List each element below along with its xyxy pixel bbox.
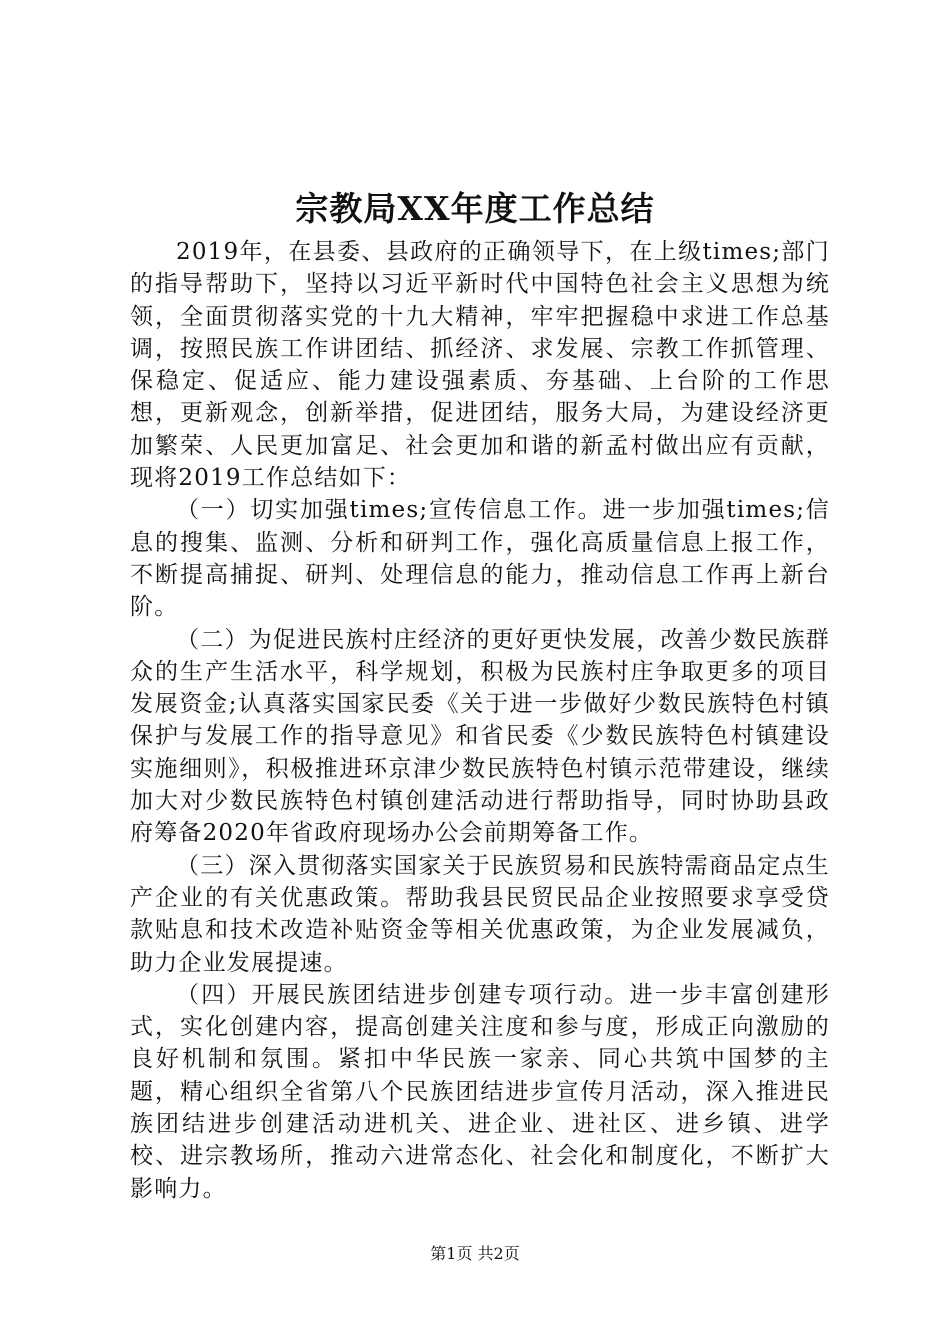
document-title: 宗教局XX年度工作总结	[295, 189, 655, 228]
paragraph-section-1: （一）切实加强times;宣传信息工作。进一步加强times;信息的搜集、监测、分析和研判工作，强化高质量信息上报工作，不断提高捕捉、研判、处理信息的能力，推动信息工作再上新台阶。	[130, 497, 830, 621]
document-body	[130, 236, 830, 1205]
paragraph-section-2: （二）为促进民族村庄经济的更好更快发展，改善少数民族群众的生产生活水平，科学规划，积极为民族村庄争取更多的项目发展资金;认真落实国家民委《关于进一步做好少数民族特色村镇保护与发展工作的指导意见》和省民委《少数民族特色村镇建设实施细则》，积极推进环京津少数民族特色村镇示范带建设，继续加大对少数民族特色村镇创建活动进行帮助指导，同时协助县政府筹备2020年省政府现场办公会前期筹备工作。	[130, 626, 830, 847]
paragraph-section-4: （四）开展民族团结进步创建专项行动。进一步丰富创建形式，实化创建内容，提高创建关注度和参与度，形成正向激励的良好机制和氛围。紧扣中华民族一家亲、同心共筑中国梦的主题，精心组织全省第八个民族团结进步宣传月活动，深入推进民族团结进步创建活动进机关、进企业、进社区、进乡镇、进学校、进宗教场所，推动六进常态化、社会化和制度化，不断扩大影响力。	[130, 981, 830, 1202]
page-number-footer: 第1页 共2页	[430, 1244, 520, 1263]
paragraph-intro: 2019年，在县委、县政府的正确领导下，在上级times;部门的指导帮助下，坚持以习近平新时代中国特色社会主义思想为统领，全面贯彻落实党的十九大精神，牢牢把握稳中求进工作总基调，按照民族工作讲团结、抓经济、求发展、宗教工作抓管理、保稳定、促适应、能力建设强素质、夯基础、上台阶的工作思想，更新观念，创新举措，促进团结，服务大局，为建设经济更加繁荣、人民更加富足、社会更加和谐的新孟村做出应有贡献，现将2019工作总结如下：	[130, 239, 830, 492]
paragraph-section-3: （三）深入贯彻落实国家关于民族贸易和民族特需商品定点生产企业的有关优惠政策。帮助我县民贸民品企业按照要求享受贷款贴息和技术改造补贴资金等相关优惠政策，为企业发展减负，助力企业发展提速。	[130, 852, 830, 976]
